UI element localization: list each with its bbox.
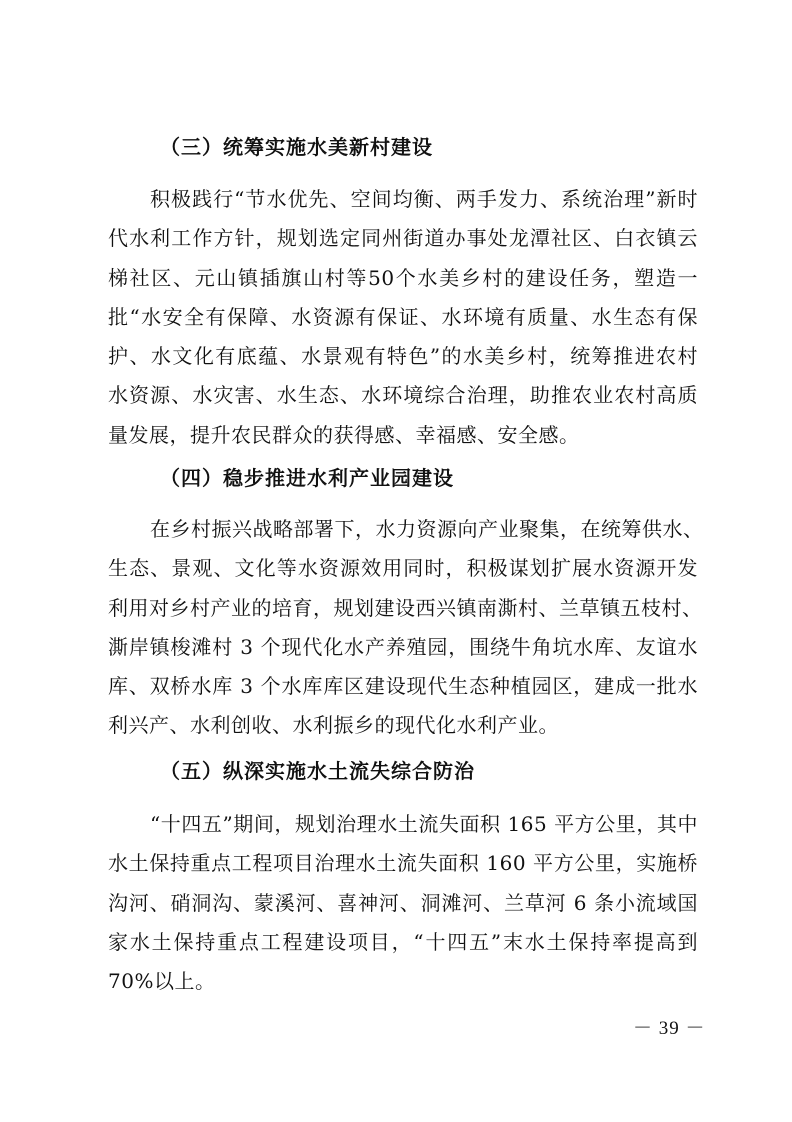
- paragraph-line: 利用对乡村产业的培育，规划建设西兴镇南澌村、兰草镇五枝村、: [108, 595, 703, 620]
- paragraph-line: 量发展，提升农民群众的获得感、幸福感、安全感。: [108, 422, 580, 447]
- paragraph-line: 代水利工作方针，规划选定同州街道办事处龙潭社区、白衣镇云: [108, 226, 698, 251]
- paragraph-line: 梯社区、元山镇插旗山村等50个水美乡村的建设任务，塑造一: [108, 265, 698, 290]
- section-heading-5: （五）纵深实施水土流失综合防治: [160, 759, 475, 783]
- paragraph-line: 沟河、硝洞沟、蒙溪河、喜神河、洞滩河、兰草河 6 条小流域国: [108, 890, 698, 915]
- paragraph-line: 生态、景观、文化等水资源效用同时，积极谋划扩展水资源开发: [108, 556, 698, 581]
- page-number: － 39 －: [633, 1018, 706, 1039]
- section-heading-3: （三）统筹实施水美新村建设: [160, 135, 433, 159]
- paragraph-line: 积极践行“节水优先、空间均衡、两手发力、系统治理”新时: [150, 187, 698, 211]
- paragraph-line: “十四五”期间，规划治理水土流失面积 165 平方公里，其中: [150, 812, 698, 836]
- paragraph-line: 库、双桥水库 3 个水库库区建设现代生态种植园区，建成一批水: [108, 674, 698, 699]
- paragraph-line: 澌岸镇梭滩村 3 个现代化水产养殖园，围绕牛角坑水库、友谊水: [108, 634, 698, 659]
- paragraph-line: 护、水文化有底蕴、水景观有特色”的水美乡村，统筹推进农村: [108, 344, 698, 369]
- section-heading-4: （四）稳步推进水利产业园建设: [160, 466, 454, 490]
- paragraph-line: 水土保持重点工程项目治理水土流失面积 160 平方公里，实施桥: [108, 851, 698, 876]
- paragraph-line: 70%以上。: [108, 969, 216, 994]
- section-paragraph-3: [108, 180, 698, 455]
- paragraph-line: 利兴产、水利创收、水利振乡的现代化水利产业。: [108, 713, 559, 738]
- section-paragraph-4: [108, 510, 704, 746]
- paragraph-line: 在乡村振兴战略部署下，水力资源向产业聚集，在统筹供水、: [150, 517, 704, 541]
- paragraph-line: 水资源、水灾害、水生态、水环境综合治理，助推农业农村高质: [108, 383, 698, 408]
- paragraph-line: 家水土保持重点工程建设项目，“十四五”末水土保持率提高到: [108, 929, 698, 954]
- section-paragraph-5: [108, 805, 698, 1001]
- paragraph-line: 批“水安全有保障、水资源有保证、水环境有质量、水生态有保: [108, 304, 698, 329]
